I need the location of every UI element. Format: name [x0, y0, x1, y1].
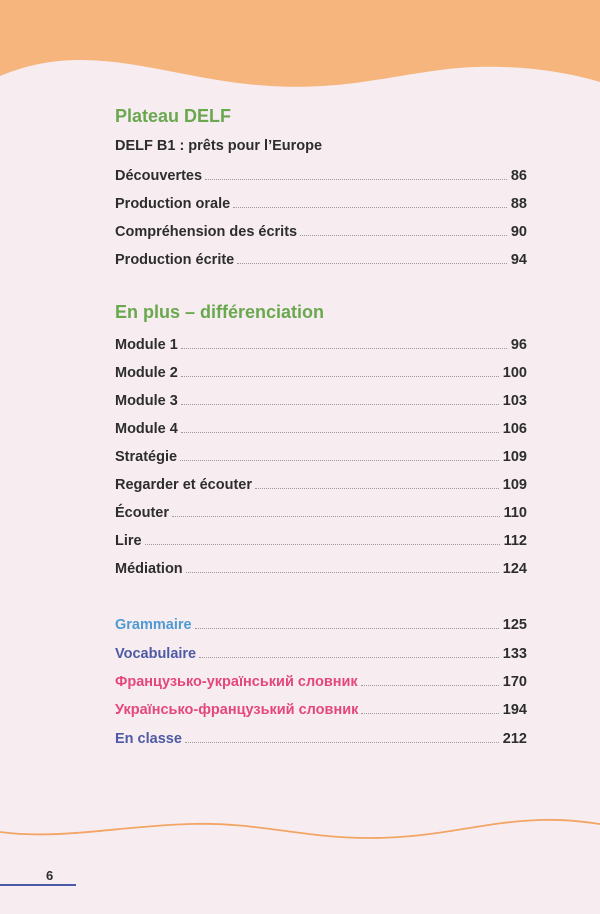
toc-entry-label: Grammaire	[115, 617, 192, 633]
page-number-rule	[0, 884, 76, 886]
toc-entry-page: 124	[502, 561, 527, 577]
toc-entry-label: Production écrite	[115, 252, 235, 268]
toc-entry-label: Module 3	[115, 393, 178, 409]
page-number: 6	[46, 868, 54, 883]
toc-entry[interactable]	[115, 220, 527, 240]
toc-entry-page: 125	[502, 617, 527, 633]
toc-entry-page: 86	[510, 168, 527, 184]
toc-entry-vocabulaire[interactable]	[115, 642, 527, 662]
dot-leader	[237, 262, 507, 264]
toc-entry-page: 96	[510, 337, 527, 353]
toc-entry-label: Découvertes	[115, 168, 203, 184]
toc-entry-label: Module 1	[115, 337, 178, 353]
toc-entry-en-classe[interactable]	[115, 727, 527, 747]
toc-entry[interactable]	[115, 389, 527, 409]
toc-entry[interactable]	[115, 417, 527, 437]
toc-entry-label: Lire	[115, 533, 142, 549]
toc-entry-label: Production orale	[115, 196, 231, 212]
toc-entry-page: 212	[502, 731, 527, 747]
toc-entry-page: 88	[510, 196, 527, 212]
dot-leader	[205, 178, 507, 180]
toc-entry-page: 112	[503, 533, 527, 549]
toc-entry-page: 194	[502, 702, 527, 718]
toc-entry-page: 90	[510, 224, 527, 240]
dot-leader	[361, 684, 499, 686]
toc-entry-grammaire[interactable]	[115, 613, 527, 633]
dot-leader	[145, 543, 500, 545]
toc-entry-label: Vocabulaire	[115, 646, 197, 662]
section-subtitle-delf-b1: DELF B1 : prêts pour l’Europe	[115, 138, 323, 154]
dot-leader	[300, 234, 507, 236]
toc-entry[interactable]	[115, 445, 527, 465]
toc-entry-label: Французько-український словник	[115, 674, 358, 690]
dot-leader	[361, 712, 498, 714]
toc-entry[interactable]	[115, 501, 527, 521]
toc-entry-fr-ua-dictionary[interactable]	[115, 670, 527, 690]
toc-entry-label: En classe	[115, 731, 182, 747]
toc-entry[interactable]	[115, 164, 527, 184]
dot-leader	[195, 627, 499, 629]
toc-entry-label: Écouter	[115, 505, 169, 521]
dot-leader	[255, 487, 499, 489]
toc-entry-page: 94	[510, 252, 527, 268]
dot-leader	[199, 656, 499, 658]
dot-leader	[172, 515, 500, 517]
dot-leader	[186, 571, 499, 573]
toc-entry-label: Médiation	[115, 561, 183, 577]
toc-entry-page: 106	[502, 421, 527, 437]
toc-entry[interactable]	[115, 192, 527, 212]
section-title-plateau-delf: Plateau DELF	[115, 106, 232, 126]
dot-leader	[181, 375, 499, 377]
toc-entry-page: 110	[503, 505, 527, 521]
toc-entry[interactable]	[115, 557, 527, 577]
toc-entry-label: Stratégie	[115, 449, 178, 465]
toc-entry-ua-fr-dictionary[interactable]	[115, 698, 527, 718]
dot-leader	[181, 431, 499, 433]
toc-entry[interactable]	[115, 361, 527, 381]
toc-entry-label: Compréhension des écrits	[115, 224, 298, 240]
toc-entry-label: Module 4	[115, 421, 178, 437]
dot-leader	[185, 741, 499, 743]
toc-entry[interactable]	[115, 473, 527, 493]
section-title-en-plus: En plus – différenciation	[115, 302, 325, 322]
toc-entry-page: 103	[502, 393, 527, 409]
toc-entry[interactable]	[115, 248, 527, 268]
toc-entry-page: 109	[502, 477, 527, 493]
toc-entry[interactable]	[115, 333, 527, 353]
toc-entry-label: Module 2	[115, 365, 178, 381]
dot-leader	[233, 206, 507, 208]
toc-entry-label: Regarder et écouter	[115, 477, 252, 493]
toc-entry-page: 109	[502, 449, 527, 465]
toc-entry-page: 133	[502, 646, 527, 662]
dot-leader	[180, 459, 499, 461]
dot-leader	[181, 347, 507, 349]
dot-leader	[181, 403, 499, 405]
toc-entry[interactable]	[115, 529, 527, 549]
toc-entry-label: Українсько-французький словник	[115, 702, 359, 718]
toc-entry-page: 170	[502, 674, 527, 690]
toc-entry-page: 100	[502, 365, 527, 381]
